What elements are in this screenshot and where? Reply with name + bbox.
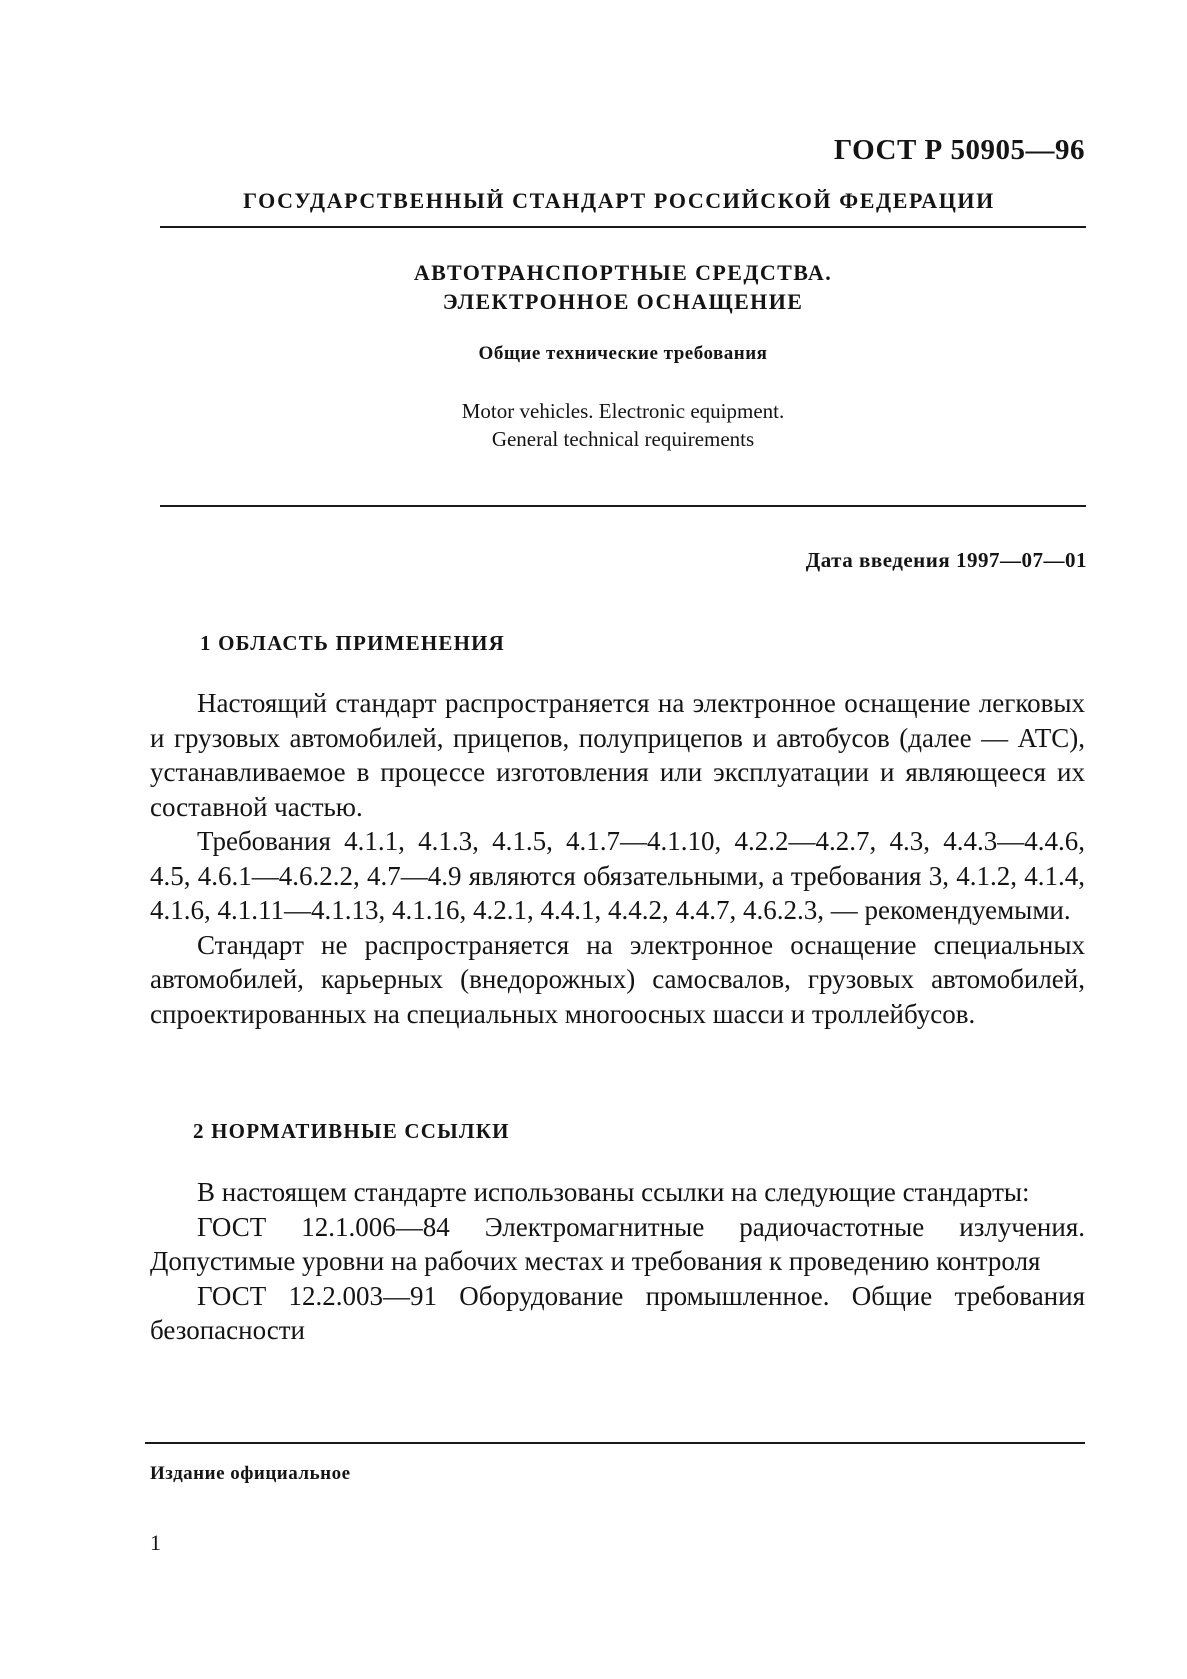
section-1-heading: 1 ОБЛАСТЬ ПРИМЕНЕНИЯ bbox=[200, 631, 506, 655]
document-title bbox=[160, 258, 1086, 316]
section-2-paragraph-3: ГОСТ 12.2.003—91 Оборудование промышленное. Общие требования безопасности bbox=[150, 1280, 1085, 1345]
title-line-1: АВТОТРАНСПОРТНЫЕ СРЕДСТВА. bbox=[413, 260, 833, 285]
section-2-body bbox=[150, 1175, 1085, 1348]
section-1-paragraph-1: Настоящий стандарт распространяется на электронное оснащение легковых и грузовых автомобилей, прицепов, полуприцепов и автобусов (далее — АТС), устанавливаемое в процессе изготовления или эксплуатации и являющееся их составной частью. bbox=[150, 688, 1085, 822]
section-2-paragraph-1: В настоящем стандарте использованы ссылки на следующие стандарты: bbox=[197, 1177, 1030, 1207]
title-line-2: ЭЛЕКТРОННОЕ ОСНАЩЕНИЕ bbox=[442, 289, 804, 314]
english-title-line-2: General technical requirements bbox=[491, 427, 755, 451]
english-title bbox=[160, 397, 1086, 453]
section-1-body bbox=[150, 686, 1085, 1031]
page-number: 1 bbox=[150, 1530, 161, 1555]
official-edition-label: Издание официальное bbox=[150, 1463, 351, 1484]
gost-number: ГОСТ Р 50905—96 bbox=[833, 134, 1085, 166]
state-standard-heading: ГОСУДАРСТВЕННЫЙ СТАНДАРТ РОССИЙСКОЙ ФЕДЕРАЦИИ bbox=[243, 188, 995, 213]
middle-divider bbox=[160, 505, 1086, 507]
introduction-date: Дата введения 1997—07—01 bbox=[805, 548, 1087, 572]
english-title-line-1: Motor vehicles. Electronic equipment. bbox=[461, 399, 785, 423]
top-divider bbox=[160, 226, 1086, 228]
document-subtitle: Общие технические требования bbox=[478, 343, 768, 364]
section-2-heading: 2 НОРМАТИВНЫЕ ССЫЛКИ bbox=[193, 1119, 510, 1143]
footer-divider bbox=[145, 1442, 1085, 1444]
section-2-paragraph-2: ГОСТ 12.1.006—84 Электромагнитные радиочастотные излучения. Допустимые уровни на рабочих местах и требования к проведению контроля bbox=[150, 1211, 1085, 1276]
section-1-paragraph-2: Требования 4.1.1, 4.1.3, 4.1.5, 4.1.7—4.1.10, 4.2.2—4.2.7, 4.3, 4.4.3—4.4.6, 4.5, 4.6.1—4.6.2.2, 4.7—4.9 являются обязательными, а требования 3, 4.1.2, 4.1.4, 4.1.6, 4.1.11—4.1.13, 4.1.16, 4.2.1, 4.4.1, 4.4.2, 4.4.7, 4.6.2.3, — рекомендуемыми. bbox=[150, 826, 1085, 925]
section-1-paragraph-3: Стандарт не распространяется на электронное оснащение специальных автомобилей, карьерных (внедорожных) самосвалов, грузовых автомобилей, спроектированных на специальных многоосных шасси и троллейбусов. bbox=[150, 929, 1085, 1029]
